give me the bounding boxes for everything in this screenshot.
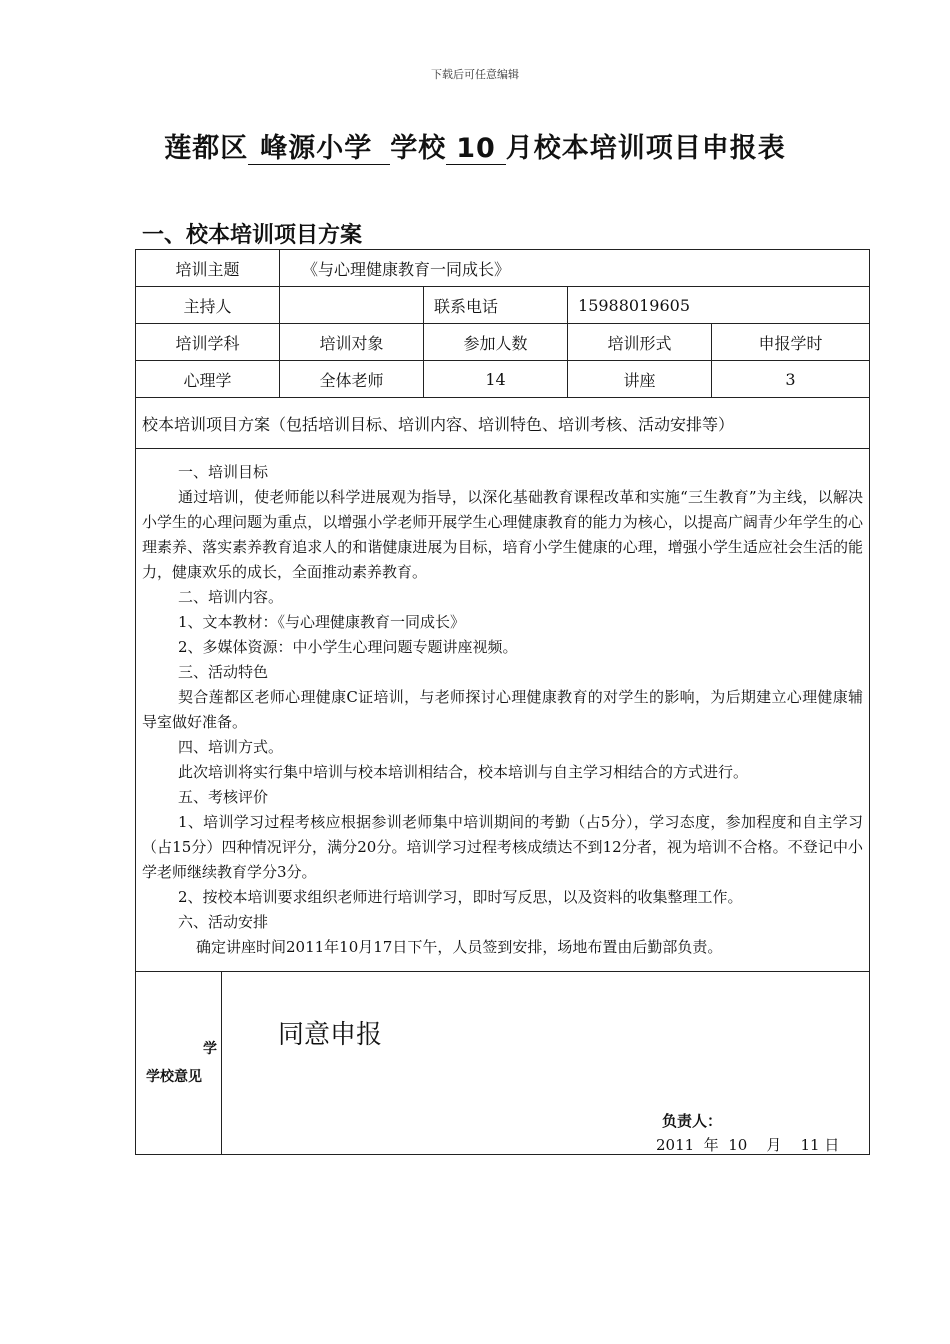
plan-paragraph: 1、培训学习过程考核应根据参训老师集中培训期间的考勤（占5分），学习态度，参加程度和自主学习（占15分）四种情况评分，满分20分。培训学习过程考核成绩达不到12分者，视为培训不合格。不登记中小学老师继续教育学分3分。	[142, 813, 864, 881]
header-note: 下载后可任意编辑	[431, 68, 519, 81]
opinion-label-cell	[136, 972, 222, 1155]
topic-value: 《与心理健康教育一同成长》	[280, 250, 870, 287]
plan-paragraph: 契合莲都区老师心理健康C证培训，与老师探讨心理健康教育的对学生的影响，为后期建立心理健康辅导室做好准备。	[142, 688, 864, 731]
title-month-field: 10	[446, 133, 506, 165]
plan-paragraph: 1、文本教材：《与心理健康教育一同成长》	[178, 613, 466, 631]
title-school-suffix: 学校	[390, 133, 447, 164]
opinion-label: 学校意见	[146, 1069, 202, 1085]
value-participants: 14	[424, 361, 568, 398]
plan-body-row	[136, 449, 870, 972]
host-value	[280, 287, 424, 324]
value-audience: 全体老师	[280, 361, 424, 398]
plan-paragraph: 六、活动安排	[178, 913, 269, 931]
opinion-content-cell	[222, 972, 870, 1155]
application-form-table	[135, 249, 870, 1155]
header-format: 培训形式	[568, 324, 712, 361]
plan-body	[136, 449, 870, 972]
plan-header: 校本培训项目方案（包括培训目标、培训内容、培训特色、培训考核、活动安排等）	[136, 398, 870, 449]
field-value-row	[136, 361, 870, 398]
plan-paragraph: 一、培训目标	[178, 463, 269, 481]
plan-paragraph: 四、培训方式。	[178, 738, 284, 756]
plan-paragraph: 二、培训内容。	[178, 588, 284, 606]
phone-label: 联系电话	[424, 287, 568, 324]
value-subject: 心理学	[136, 361, 280, 398]
value-format: 讲座	[568, 361, 712, 398]
plan-paragraph: 通过培训，使老师能以科学进展观为指导，以深化基础教育课程改革和实施“三生教育”为主线，以解决小学生的心理问题为重点，以增强小学老师开展学生心理健康教育的能力为核心，以提高广阔青少年学生的心理素养、落实素养教育追求人的和谐健康进展为目标，培育小学生健康的心理，增强小学生适应社会生活的能力，健康欢乐的成长，全面推动素养教育。	[142, 488, 864, 581]
plan-paragraph: 三、活动特色	[178, 663, 269, 681]
opinion-glyph: 学	[203, 1041, 217, 1057]
phone-value: 15988019605	[568, 287, 870, 324]
header-participants: 参加人数	[424, 324, 568, 361]
plan-paragraph: 确定讲座时间2011年10月17日下午，人员签到安排，场地布置由后勤部负责。	[196, 938, 723, 956]
topic-row	[136, 250, 870, 287]
title-rest: 月校本培训项目申报表	[505, 133, 786, 164]
field-header-row	[136, 324, 870, 361]
header-hours: 申报学时	[712, 324, 870, 361]
plan-header-row	[136, 398, 870, 449]
plan-paragraph: 五、考核评价	[178, 788, 269, 806]
section-heading: 一、校本培训项目方案	[142, 223, 363, 248]
plan-paragraph: 2、多媒体资源：中小学生心理问题专题讲座视频。	[178, 638, 518, 656]
value-hours: 3	[712, 361, 870, 398]
header-audience: 培训对象	[280, 324, 424, 361]
plan-paragraph: 2、按校本培训要求组织老师进行培训学习，即时写反思，以及资料的收集整理工作。	[178, 888, 743, 906]
signer-label: 负责人：	[662, 1112, 723, 1130]
topic-label: 培训主题	[136, 250, 280, 287]
header-subject: 培训学科	[136, 324, 280, 361]
opinion-text: 同意申报	[278, 1020, 383, 1050]
title-district: 莲都区	[164, 133, 249, 164]
school-opinion-row	[136, 972, 870, 1155]
host-label: 主持人	[136, 287, 280, 324]
document-title	[0, 126, 950, 165]
sign-date: 2011 年 10 月 11 日	[656, 1136, 840, 1154]
host-row	[136, 287, 870, 324]
title-school-field: 峰源小学	[248, 133, 390, 165]
plan-paragraph: 此次培训将实行集中培训与校本培训相结合，校本培训与自主学习相结合的方式进行。	[178, 763, 749, 781]
